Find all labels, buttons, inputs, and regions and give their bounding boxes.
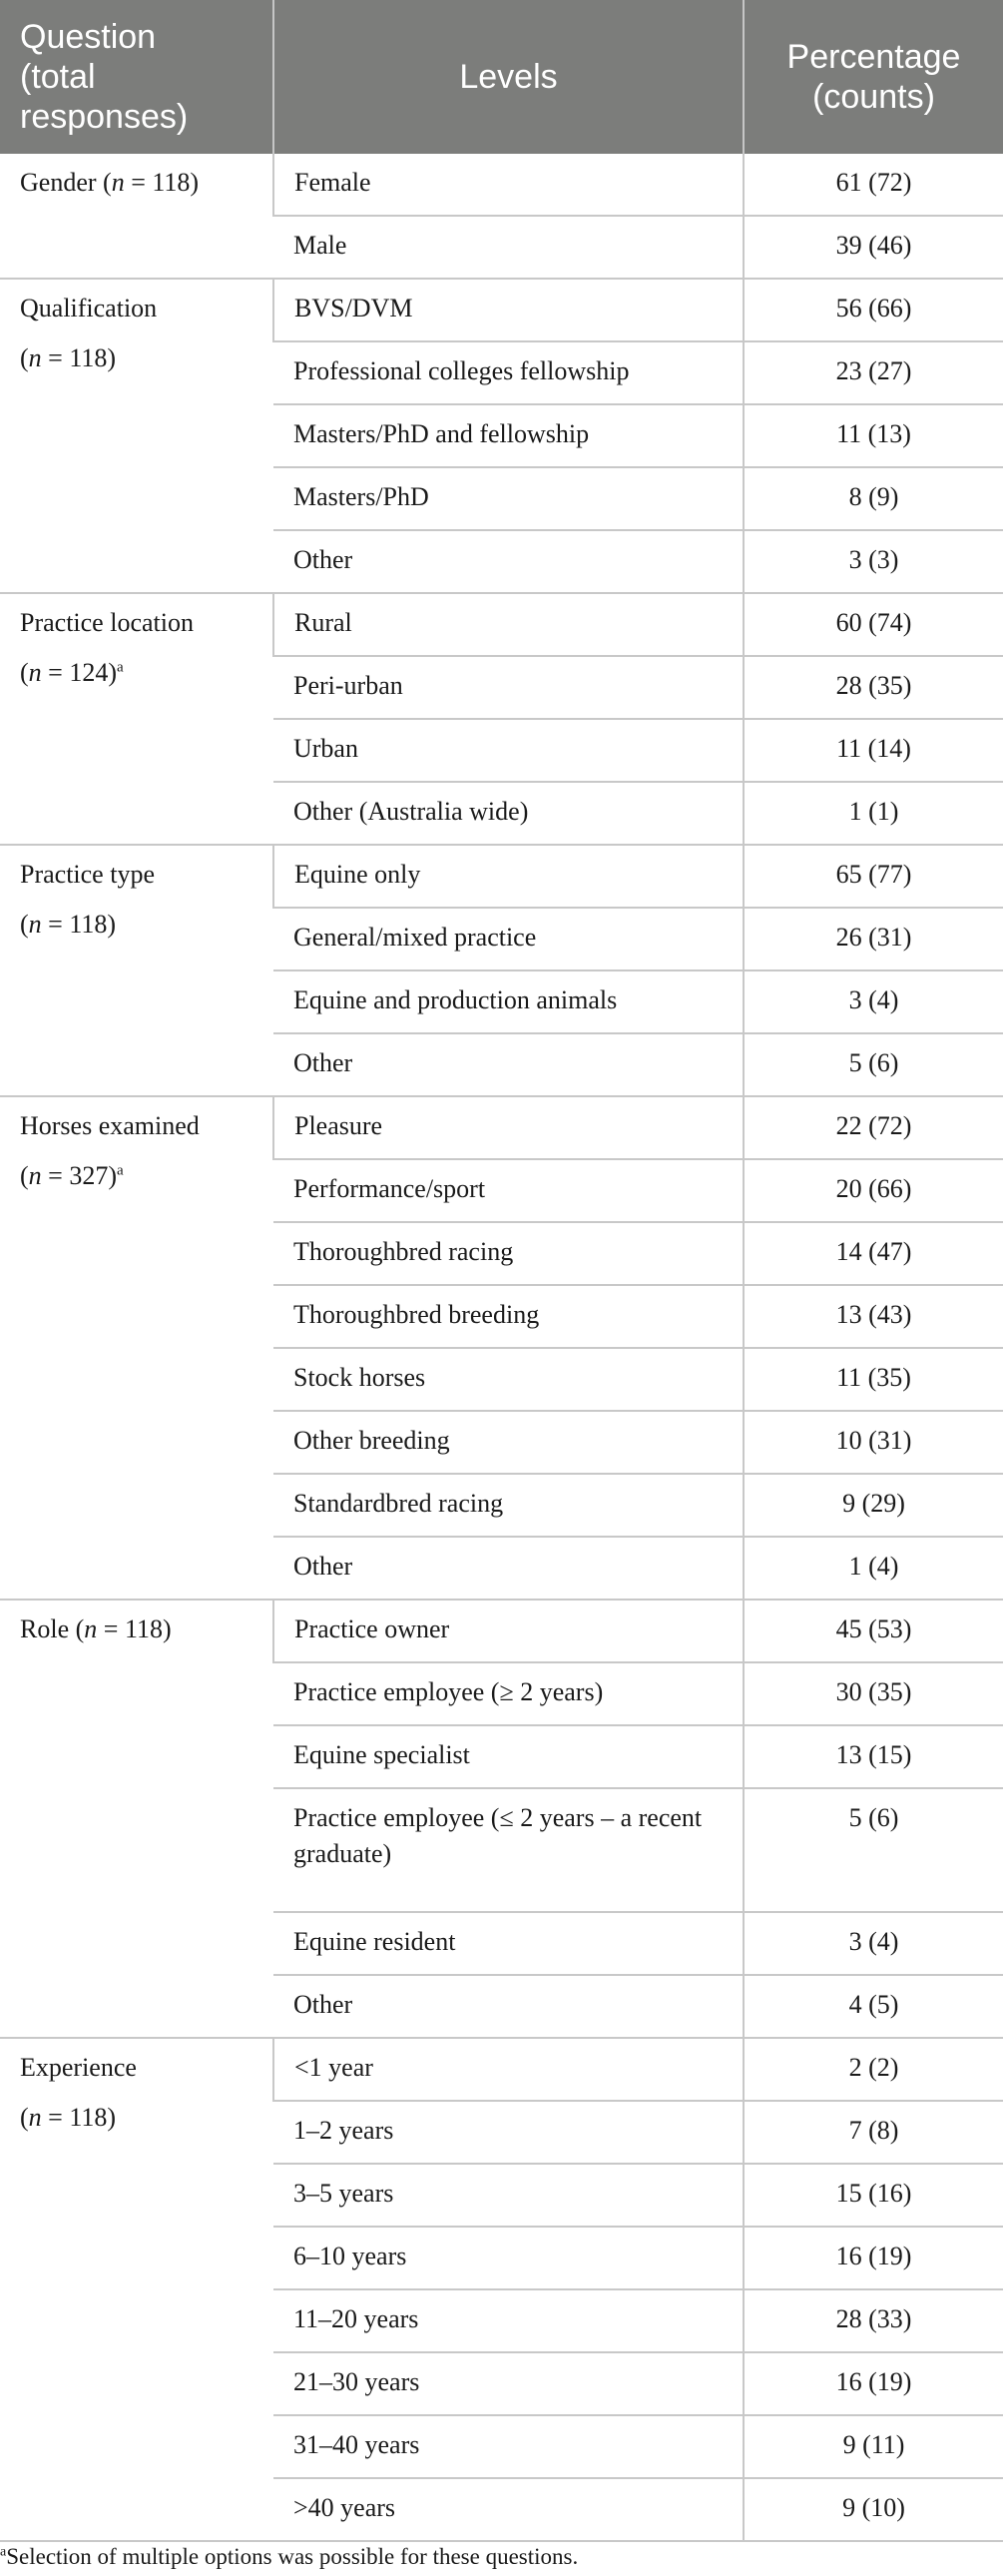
question-total (20, 1158, 262, 1194)
level-cell: Other (273, 1033, 744, 1096)
question-cell (0, 154, 273, 279)
total-n-symbol: n (28, 343, 42, 372)
level-cell: General/mixed practice (273, 908, 744, 970)
question-name: Experience (20, 2053, 137, 2082)
level-cell: Other (Australia wide) (273, 782, 744, 845)
question-total (20, 2100, 262, 2136)
percentage-cell: 1 (1) (744, 782, 1003, 845)
level-cell: 31–40 years (273, 2415, 744, 2478)
table-row (0, 279, 1003, 341)
total-open-paren: ( (20, 343, 29, 372)
total-n-symbol: n (28, 2103, 42, 2132)
percentage-cell: 9 (29) (744, 1474, 1003, 1537)
percentage-cell: 10 (31) (744, 1411, 1003, 1474)
percentage-cell: 1 (4) (744, 1537, 1003, 1600)
level-cell: 6–10 years (273, 2227, 744, 2289)
question-name: Practice location (20, 608, 194, 637)
percentage-cell: 65 (77) (744, 845, 1003, 908)
level-cell: Equine and production animals (273, 970, 744, 1033)
question-total (20, 340, 262, 376)
footnote-mark: a (0, 2544, 7, 2560)
level-cell: Equine resident (273, 1912, 744, 1975)
percentage-cell: 5 (6) (744, 1788, 1003, 1912)
level-cell: 3–5 years (273, 2164, 744, 2227)
level-cell: Professional colleges fellowship (273, 341, 744, 404)
level-cell: Male (273, 216, 744, 279)
footnote-text: Selection of multiple options was possible for these questions. (6, 2544, 579, 2569)
level-cell: Peri-urban (273, 656, 744, 719)
table-body (0, 154, 1003, 2541)
level-cell: 21–30 years (273, 2352, 744, 2415)
level-cell: >40 years (273, 2478, 744, 2541)
header-question-line1: Question (20, 18, 157, 56)
level-cell: Other breeding (273, 1411, 744, 1474)
question-cell (0, 279, 273, 593)
level-cell: Rural (273, 593, 744, 656)
level-cell: Female (273, 154, 744, 216)
percentage-cell: 2 (2) (744, 2038, 1003, 2101)
percentage-cell: 13 (43) (744, 1285, 1003, 1348)
percentage-cell: 45 (53) (744, 1600, 1003, 1662)
level-cell: Pleasure (273, 1096, 744, 1159)
percentage-cell: 61 (72) (744, 154, 1003, 216)
percentage-cell: 9 (11) (744, 2415, 1003, 2478)
total-n-symbol: n (28, 910, 42, 939)
percentage-cell: 30 (35) (744, 1662, 1003, 1725)
question-total (20, 907, 262, 943)
percentage-cell: 8 (9) (744, 467, 1003, 530)
question-total (20, 655, 262, 691)
header-question-line3: responses) (20, 98, 189, 136)
header-percentage-line2: (counts) (812, 78, 935, 116)
percentage-cell: 26 (31) (744, 908, 1003, 970)
question-name: Role (20, 1614, 70, 1643)
level-cell: Stock horses (273, 1348, 744, 1411)
percentage-cell: 11 (14) (744, 719, 1003, 782)
percentage-cell: 9 (10) (744, 2478, 1003, 2541)
total-open-paren: ( (20, 658, 29, 687)
level-cell: Thoroughbred racing (273, 1222, 744, 1285)
total-value: = 118) (97, 1614, 172, 1643)
percentage-cell: 7 (8) (744, 2101, 1003, 2164)
question-name: Qualification (20, 294, 158, 322)
level-cell: Other (273, 1975, 744, 2038)
question-cell (0, 593, 273, 845)
total-n-symbol: n (28, 658, 42, 687)
header-percentage (744, 0, 1003, 154)
question-total (76, 1614, 172, 1643)
header-levels: Levels (273, 0, 744, 154)
level-cell: 11–20 years (273, 2289, 744, 2352)
level-cell: Equine only (273, 845, 744, 908)
total-value: = 118) (41, 343, 117, 372)
question-cell (0, 1096, 273, 1600)
percentage-cell: 4 (5) (744, 1975, 1003, 2038)
level-cell: Practice employee (≥ 2 years) (273, 1662, 744, 1725)
question-total (103, 168, 199, 197)
level-cell: Other (273, 530, 744, 593)
percentage-cell: 3 (3) (744, 530, 1003, 593)
percentage-cell: 39 (46) (744, 216, 1003, 279)
percentage-cell: 3 (4) (744, 970, 1003, 1033)
level-cell: Performance/sport (273, 1159, 744, 1222)
table-row (0, 154, 1003, 216)
table-row (0, 2038, 1003, 2101)
header-row (0, 0, 1003, 154)
percentage-cell: 20 (66) (744, 1159, 1003, 1222)
total-n-symbol: n (111, 168, 125, 197)
table-row (0, 593, 1003, 656)
percentage-cell: 5 (6) (744, 1033, 1003, 1096)
footnote-marker: a (117, 659, 124, 676)
total-value: = 124) (41, 658, 117, 687)
level-cell: Thoroughbred breeding (273, 1285, 744, 1348)
level-cell: Other (273, 1537, 744, 1600)
total-value: = 118) (124, 168, 200, 197)
total-open-paren: ( (20, 2103, 29, 2132)
percentage-cell: 15 (16) (744, 2164, 1003, 2227)
header-percentage-line1: Percentage (786, 38, 961, 76)
level-cell: Standardbred racing (273, 1474, 744, 1537)
total-open-paren: ( (20, 910, 29, 939)
question-cell (0, 2038, 273, 2541)
total-value: = 118) (41, 2103, 117, 2132)
total-open-paren: ( (20, 1161, 29, 1190)
table-footnote (0, 2544, 1003, 2570)
header-question (0, 0, 273, 154)
percentage-cell: 14 (47) (744, 1222, 1003, 1285)
question-name: Gender (20, 168, 97, 197)
level-cell: BVS/DVM (273, 279, 744, 341)
level-cell: Practice employee (≤ 2 years – a recent graduate) (273, 1788, 744, 1912)
total-value: = 327) (41, 1161, 117, 1190)
question-cell (0, 845, 273, 1096)
percentage-cell: 60 (74) (744, 593, 1003, 656)
question-name: Practice type (20, 860, 155, 889)
percentage-cell: 23 (27) (744, 341, 1003, 404)
table-header (0, 0, 1003, 154)
percentage-cell: 3 (4) (744, 1912, 1003, 1975)
table-row (0, 845, 1003, 908)
level-cell: Equine specialist (273, 1725, 744, 1788)
total-open-paren: ( (103, 168, 112, 197)
level-cell: Practice owner (273, 1600, 744, 1662)
level-cell: Masters/PhD (273, 467, 744, 530)
percentage-cell: 28 (33) (744, 2289, 1003, 2352)
percentage-cell: 16 (19) (744, 2227, 1003, 2289)
level-cell: <1 year (273, 2038, 744, 2101)
percentage-cell: 22 (72) (744, 1096, 1003, 1159)
level-cell: Masters/PhD and fellowship (273, 404, 744, 467)
total-open-paren: ( (75, 1614, 85, 1643)
question-name: Horses examined (20, 1111, 200, 1140)
percentage-cell: 11 (13) (744, 404, 1003, 467)
level-cell: 1–2 years (273, 2101, 744, 2164)
percentage-cell: 28 (35) (744, 656, 1003, 719)
table-row (0, 1600, 1003, 1662)
percentage-cell: 13 (15) (744, 1725, 1003, 1788)
footnote-marker: a (117, 1162, 124, 1179)
header-question-line2: (total (20, 58, 96, 96)
total-value: = 118) (41, 910, 117, 939)
percentage-cell: 11 (35) (744, 1348, 1003, 1411)
table-row (0, 1096, 1003, 1159)
question-cell (0, 1600, 273, 2038)
percentage-cell: 56 (66) (744, 279, 1003, 341)
total-n-symbol: n (28, 1161, 42, 1190)
level-cell: Urban (273, 719, 744, 782)
percentage-cell: 16 (19) (744, 2352, 1003, 2415)
total-n-symbol: n (84, 1614, 98, 1643)
